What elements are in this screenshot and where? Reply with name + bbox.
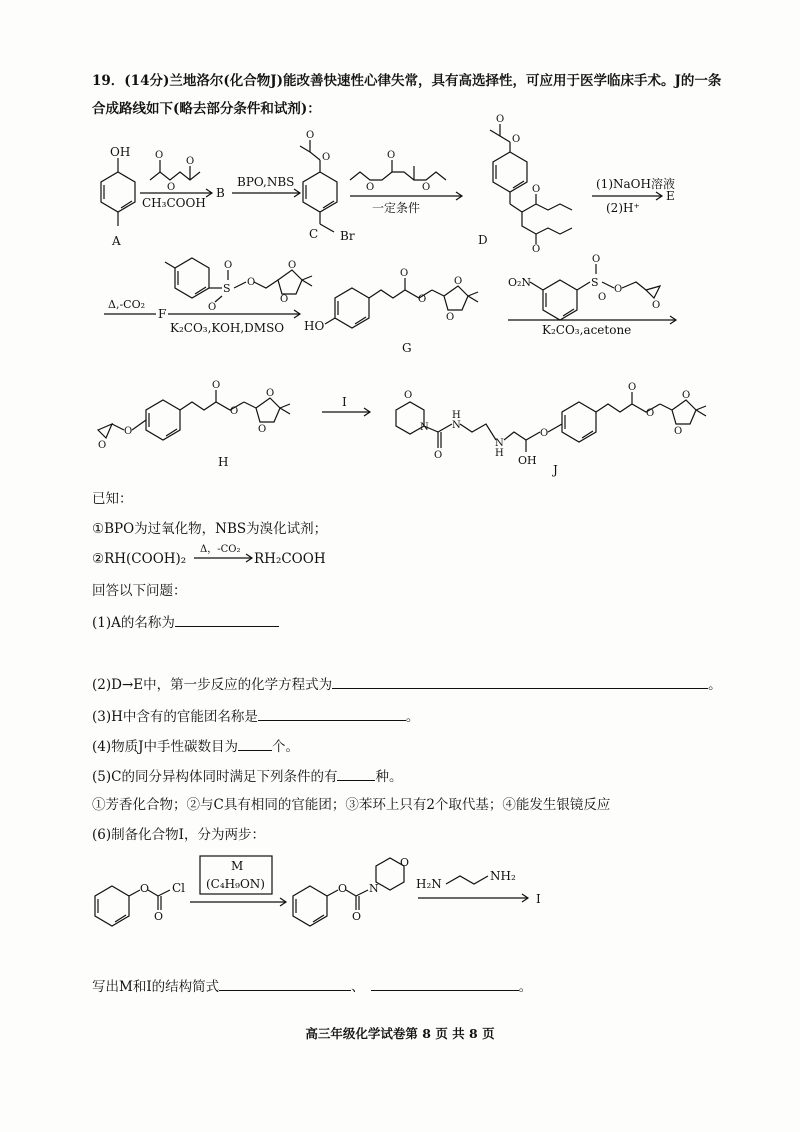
known-title: 已知：: [92, 491, 133, 507]
svg-text:O: O: [280, 294, 289, 305]
svg-text:O: O: [338, 882, 348, 895]
svg-text:O: O: [496, 114, 505, 125]
step6-reagent: K₂CO₃,KOH,DMSO: [170, 321, 285, 335]
svg-text:O: O: [140, 882, 150, 895]
q6-cl-label: Cl: [172, 881, 186, 895]
svg-text:O: O: [230, 406, 239, 417]
svg-text:O: O: [532, 184, 541, 195]
step4-reagent2: (2)H⁺: [606, 201, 640, 215]
question-header-line2: 合成路线如下(略去部分条件和试剂)：: [92, 101, 321, 117]
svg-text:O: O: [247, 277, 256, 288]
svg-text:O: O: [322, 152, 331, 163]
svg-text:O: O: [422, 182, 431, 193]
reagent-m-label: M: [231, 859, 244, 873]
svg-text:O: O: [288, 260, 297, 271]
question-2: (2)D→E中，第一步反应的化学方程式为 。: [92, 674, 722, 694]
svg-text:O: O: [366, 182, 375, 193]
svg-text:O: O: [674, 426, 683, 437]
j-oh-label: OH: [518, 454, 537, 467]
svg-text:O: O: [646, 408, 655, 419]
svg-text:O: O: [224, 260, 233, 271]
known-item2-left: ②RH(COOH)₂: [92, 551, 187, 567]
compound-h-label: H: [218, 455, 229, 469]
svg-text:O: O: [98, 440, 107, 451]
svg-text:O: O: [628, 382, 637, 393]
known-item2-condition: Δ，-CO₂: [200, 544, 241, 555]
svg-text:N: N: [420, 422, 429, 433]
page-footer: 高三年级化学试卷第 8 页 共 8 页: [305, 1026, 495, 1041]
compound-b-label: B: [216, 186, 225, 200]
q6-product-label: I: [536, 892, 541, 906]
answer-blank-4[interactable]: [238, 736, 272, 751]
step4-reagent1: (1)NaOH溶液: [596, 177, 675, 191]
svg-text:O: O: [154, 910, 164, 923]
svg-text:O: O: [400, 268, 409, 279]
svg-text:O: O: [404, 390, 413, 401]
final-question: 写出M和I的结构简式 、 。: [92, 976, 532, 996]
j-n-label: N: [495, 438, 504, 449]
svg-text:S: S: [223, 282, 231, 295]
compound-a-label: A: [112, 234, 121, 248]
known-item2-right: RH₂COOH: [254, 551, 326, 567]
g-ho-label: HO: [304, 319, 325, 333]
svg-text:O: O: [446, 312, 455, 323]
answer-blank-2[interactable]: [332, 674, 708, 689]
answers-intro: 回答以下问题：: [92, 583, 187, 599]
svg-text:H: H: [452, 410, 461, 421]
step3-condition: 一定条件: [372, 201, 421, 215]
answer-blank-i[interactable]: [371, 976, 519, 991]
svg-text:O: O: [400, 856, 410, 869]
known-item1: ①BPO为过氧化物，NBS为溴化试剂；: [92, 521, 328, 537]
step1-reagent: CH₃COOH: [142, 196, 206, 210]
question-1: (1)A的名称为: [92, 612, 279, 632]
step7-no2: O₂N: [508, 276, 532, 289]
step2-reagent: BPO,NBS: [237, 175, 295, 189]
svg-text:O: O: [258, 424, 267, 435]
q6-diamine-right: NH₂: [490, 869, 516, 883]
svg-text:O: O: [454, 276, 463, 287]
svg-text:O: O: [682, 390, 691, 401]
compound-g-label: G: [402, 341, 412, 355]
answer-blank-3[interactable]: [258, 706, 406, 721]
svg-text:O: O: [167, 182, 176, 193]
svg-text:O: O: [614, 284, 623, 295]
step8-reagent: I: [342, 395, 347, 409]
svg-text:N: N: [369, 882, 379, 895]
svg-text:O: O: [418, 294, 427, 305]
question-3: (3)H中含有的官能团名称是 。: [92, 706, 419, 726]
compound-j-label: J: [553, 463, 558, 477]
compound-d-label: D: [478, 233, 488, 247]
svg-text:O: O: [387, 150, 396, 161]
svg-text:O: O: [540, 428, 549, 439]
compound-c-structure: [300, 140, 337, 232]
svg-text:S: S: [591, 276, 599, 289]
svg-text:O: O: [208, 302, 217, 313]
compound-d-structure: [490, 124, 572, 244]
j-nh-label: H: [495, 448, 504, 459]
question-header-line1: 19．(14分)兰地洛尔(化合物J)能改善快速性心律失常，具有高选择性，可应用于医学临床手术。J的一条: [92, 73, 722, 89]
svg-text:O: O: [155, 150, 164, 161]
svg-text:O: O: [592, 254, 601, 265]
answer-blank-5[interactable]: [337, 766, 375, 781]
svg-text:O: O: [434, 450, 443, 461]
svg-text:O: O: [352, 910, 362, 923]
svg-text:O: O: [124, 426, 133, 437]
svg-text:O: O: [306, 130, 315, 141]
compound-a-structure: [101, 158, 135, 226]
compound-e-label: E: [666, 189, 675, 203]
step5-condition: Δ,-CO₂: [108, 298, 146, 311]
svg-text:O: O: [512, 134, 521, 145]
svg-text:O: O: [598, 292, 607, 303]
svg-text:O: O: [212, 380, 221, 391]
compound-j-structure: [396, 392, 706, 452]
step7-reagent: K₂CO₃,acetone: [542, 323, 632, 337]
reagent-m-formula: (C₄H₉ON): [206, 877, 265, 891]
svg-text:O: O: [652, 300, 661, 311]
c-br-label: Br: [340, 229, 355, 243]
svg-text:O: O: [266, 388, 275, 399]
svg-text:O: O: [186, 156, 195, 167]
svg-text:O: O: [532, 244, 541, 255]
svg-text:N: N: [452, 420, 461, 431]
compound-c-label: C: [309, 227, 319, 241]
answer-blank-m[interactable]: [219, 976, 351, 991]
question-5: (5)C的同分异构体同时满足下列条件的有 种。: [92, 766, 402, 786]
q6-diamine-left: H₂N: [416, 877, 442, 891]
answer-blank-1[interactable]: [175, 612, 279, 627]
a-oh-label: OH: [110, 145, 131, 159]
question-5-conditions: ①芳香化合物；②与C具有相同的官能团；③苯环上只有2个取代基；④能发生银镜反应: [92, 797, 611, 813]
compound-f-label: F: [158, 307, 167, 321]
question-4: (4)物质J中手性碳数目为 个。: [92, 736, 299, 756]
question-6: (6)制备化合物I，分为两步：: [92, 827, 265, 843]
